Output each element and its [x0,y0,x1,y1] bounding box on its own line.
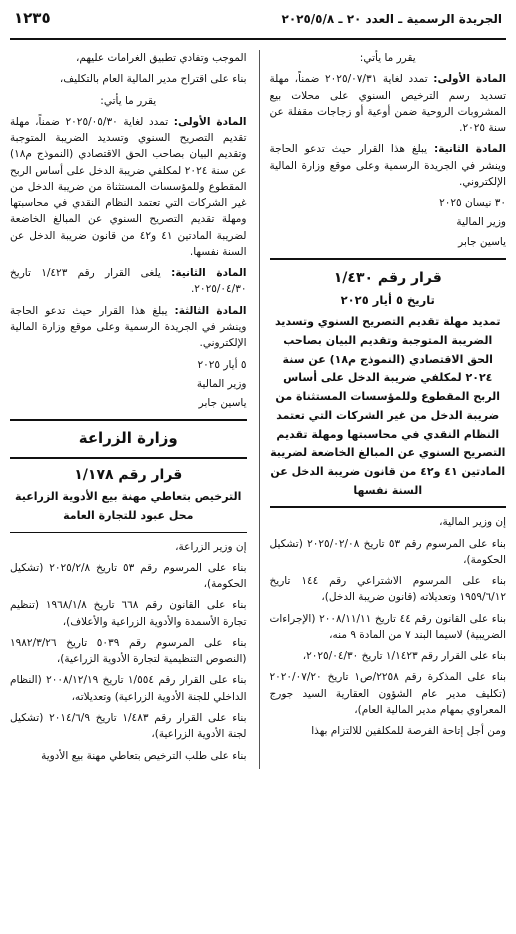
ministry-heading: وزارة الزراعة [10,419,247,458]
article-label: المادة الثالثة: [174,304,247,317]
article-1 [10,114,247,260]
article-3 [10,303,247,352]
recital: بناء على القانون رقم ٦٦٨ تاريخ ١٩٦٨/١/٨ (تنظيم تجارة الأسمدة والأدوية الزراعية والأعلاف)، [10,599,247,628]
signature-block [10,357,247,412]
decision-header [270,258,507,508]
gazette-title: الجريدة الرسمية ـ العدد ٢٠ ـ ٢٠٢٥/٥/٨ [281,11,502,26]
decides-intro: يقرر ما يأتي: [100,94,157,107]
article-text: تمدد لغاية ٢٠٢٥/٠٧/٣١ ضمناً، مهلة تسديد رسم الترخيص السنوي على محلات بيع المشروبات الروحية ضمن أوعية أو زجاجات مقفلة عن سنة ٢٠٢٥. [269,73,506,135]
continued-text: الموجب وتفادي تطبيق الغرامات عليهم، [75,52,247,64]
signature-name: ياسين جابر [458,235,506,248]
recital: بناء على طلب الترخيص بتعاطي مهنة بيع الأدوية [41,749,247,762]
article-text: يلغى القرار رقم ١/٤٢٣ تاريخ ٢٠٢٥/٠٤/٣٠. [10,267,247,296]
signature-date: ٥ أيار ٢٠٢٥ [197,358,247,371]
signature-date: ٣٠ نيسان ٢٠٢٥ [439,197,506,210]
page-number: ١٢٣٥ [14,9,51,28]
recital: بناء على المرسوم رقم ٥٣ تاريخ ٢٠٢٥/٠٢/٠٨ (تشكيل الحكومة)، [269,537,506,566]
decision-subject: تمديد مهلة تقديم التصريح السنوي وتسديد الضريبة المتوجبة وتقديم البيان بصاحب الحق الاقتصادي (النموذج م١٨) عن سنة ٢٠٢٤ لمكلفي ضريبة الدخل على أساس الربح المقطوع وللمؤسسات المستثناة من ضريبة الدخل من غير الشركات التي تعتمد النظام النقدي في محاسبتها ومهلة تقديم التصريح السنوي عن المبالغ الخاضعة لضريبة المادتين ٤١ و٤٢ من قانون ضريبة الدخل عن السنة نفسها [270,315,506,497]
recital: بناء على المرسوم الاشتراعي رقم ١٤٤ تاريخ ١٩٥٩/٦/١٢ وتعديلاته (قانون ضريبة الدخل)، [269,575,506,604]
article-2 [10,265,247,298]
article-1 [270,71,507,136]
recital: بناء على المرسوم رقم ٥٠٣٩ تاريخ ١٩٨٢/٣/٢٦ (النصوص التنظيمية لتجارة الأدوية الزراعية)، [10,636,247,666]
recital: بناء على القانون رقم ٤٤ تاريخ ٢٠٠٨/١١/١١ (الإجراءات الضريبية) لاسيما البند ٧ من المادة ٩ منه، [269,612,506,641]
article-label: المادة الثانية: [171,267,247,280]
decides-intro: يقرر ما يأتي: [359,52,416,64]
recital: بناء على المرسوم رقم ٥٣ تاريخ ٢٠٢٥/٢/٨ (تشكيل الحكومة)، [10,561,247,591]
decision-subject: الترخيص بتعاطي مهنة بيع الأدوية الزراعية محل عبود للتجارة العامة [15,490,242,522]
article-text: يبلغ هذا القرار حيث تدعو الحاجة وينشر في الجريدة الرسمية وعلى موقع وزارة المالية الإلكتروني. [269,143,506,188]
article-label: المادة الثانية: [434,143,506,156]
columns [10,50,506,769]
recital: بناء على القرار رقم ١/٥٥٤ تاريخ ٢٠٠٨/١٢/١٩ (النظام الداخلي للجنة الأدوية الزراعية) وتعديلاته، [10,674,247,703]
signature-block [270,195,507,250]
left-column [10,50,247,769]
article-2 [270,141,507,190]
recital: بناء على القرار رقم ١/١٤٢٣ تاريخ ٢٠٢٥/٠٤/٣٠، [302,650,506,663]
minister-intro: إن وزير الزراعة، [175,540,247,553]
article-text: يبلغ هذا القرار حيث تدعو الحاجة وينشر في الجريدة الرسمية وعلى موقع وزارة المالية الإلكتروني. [10,304,247,350]
recital: بناء على المذكرة رقم ٢٢٥٨/ص١ تاريخ ٢٠٢٠/٠٧/٢٠ (تكليف مدير عام الشؤون العقارية السيد جورج المعراوي بمهام مدير المالية العام)، [269,671,506,716]
signature-name: ياسين جابر [198,397,247,410]
recital: ومن أجل إتاحة الفرصة للمكلفين للالتزام بهذا [311,725,506,738]
article-text: تمدد لغاية ٢٠٢٥/٠٥/٣٠ ضمناً، مهلة تقديم التصريح السنوي وتسديد الضريبة المتوجبة وتقديم البيان بصاحب الحق الاقتصادي (النموذج م١٨) عن سنة ٢٠٢٤ لمكلفي ضريبة الدخل على أساس الربح المقطوع وللمؤسسات المستثناة من ضريبة الدخل من غير الشركات التي تعتمد النظام النقدي في محاسبتها ومهلة تقديم التصريح السنوي عن المبالغ الخاضعة لضريبة المادتين ٤١ و٤٢ من قانون ضريبة الدخل عن السنة نفسها. [10,115,247,258]
decision-number: قرار رقم ١/١٧٨ [74,466,183,483]
decision-date: تاريخ ٥ أيار ٢٠٢٥ [340,292,435,307]
article-label: المادة الأولى: [173,115,247,128]
recital: بناء على القرار رقم ١/٤٨٣ تاريخ ٢٠١٤/٦/٩ (تشكيل لجنة الأدوية الزراعية)، [10,712,247,741]
page-header [10,0,506,40]
article-label: المادة الأولى: [433,73,506,86]
right-column [259,50,507,769]
decision-number: قرار رقم ١/٤٣٠ [333,269,442,286]
signature-title: وزير المالية [196,377,247,390]
recital: بناء على اقتراح مدير المالية العام بالتكليف، [59,73,247,86]
minister-intro: إن وزير المالية، [439,516,506,529]
divider [10,532,247,533]
signature-title: وزير المالية [456,216,506,229]
